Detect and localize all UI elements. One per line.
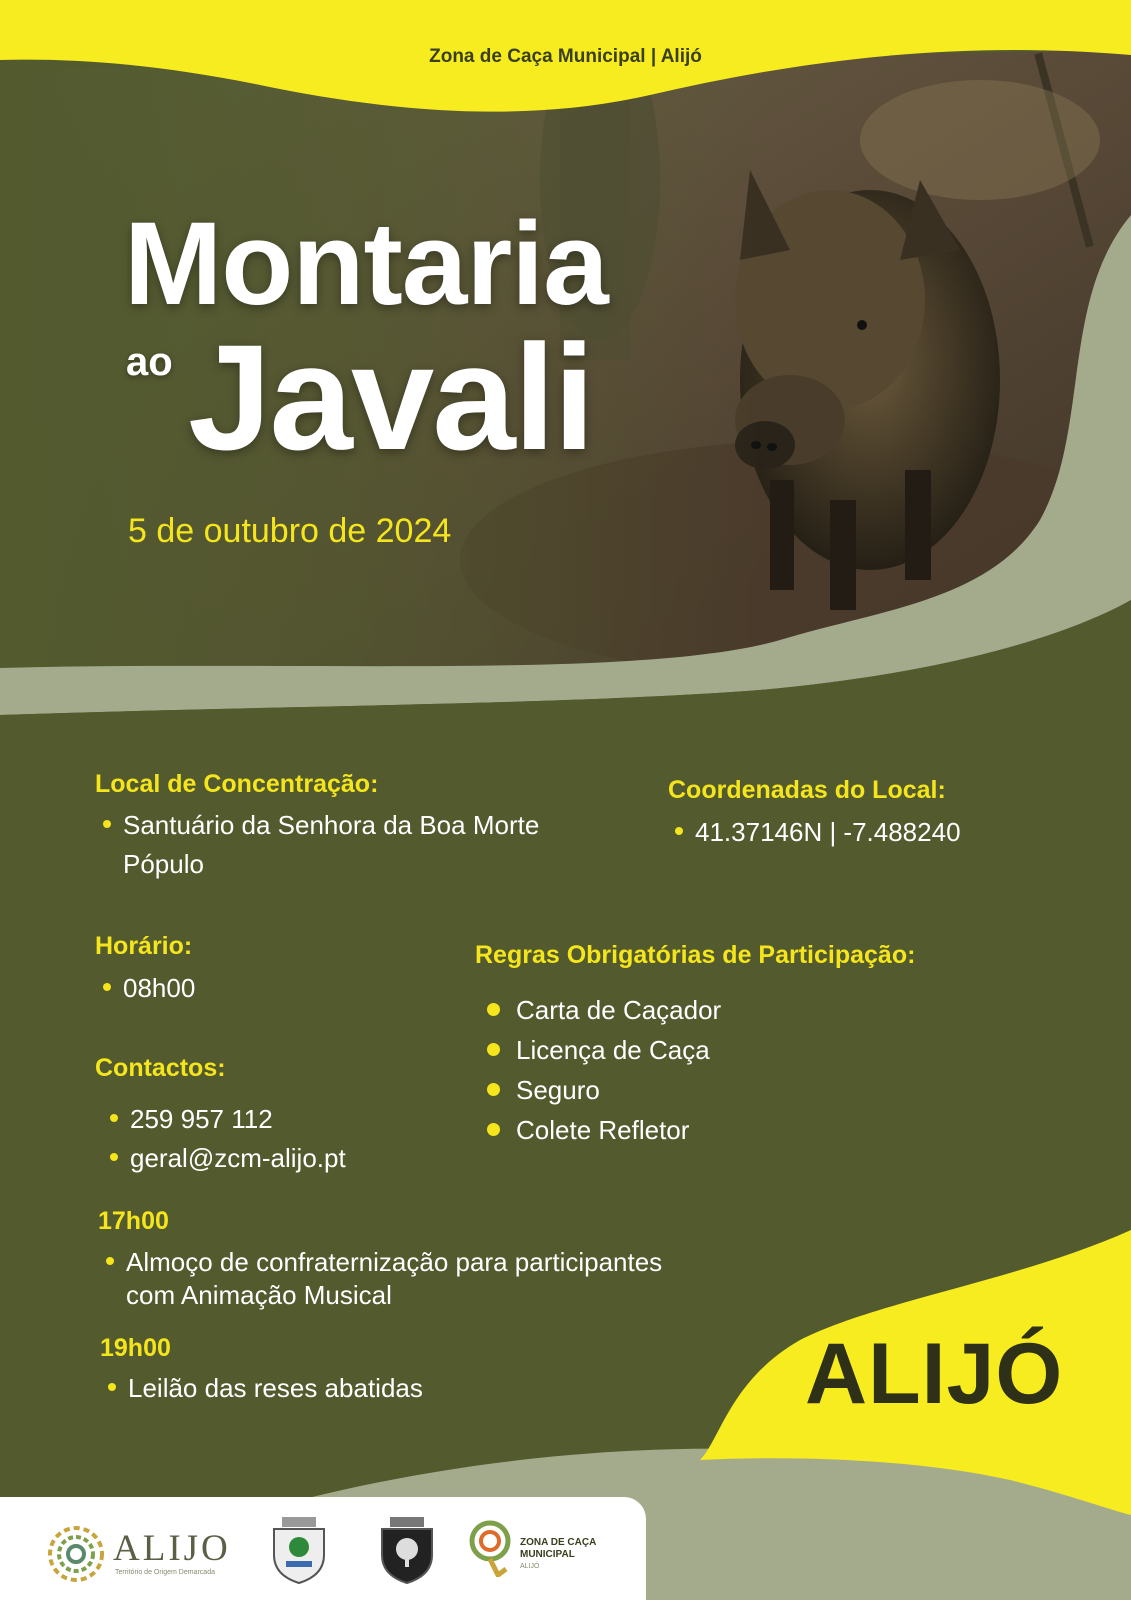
bullet-icon bbox=[108, 1383, 116, 1391]
regras-heading: Regras Obrigatórias de Participação: bbox=[475, 941, 916, 969]
schedule-item: Leilão das reses abatidas bbox=[108, 1372, 423, 1405]
title-line1: Montaria bbox=[124, 198, 608, 330]
title-small: ao bbox=[126, 340, 173, 384]
schedule-time: 19h00 bbox=[100, 1334, 171, 1362]
horario-item: 08h00 bbox=[103, 969, 195, 1007]
contact-phone: 259 957 112 bbox=[110, 1100, 273, 1138]
horario-heading: Horário: bbox=[95, 932, 193, 960]
bullet-icon bbox=[103, 820, 111, 828]
regras-list bbox=[487, 990, 721, 1150]
regras-item: Colete Refletor bbox=[487, 1110, 721, 1150]
contact-email[interactable]: geral@zcm-alijo.pt bbox=[110, 1139, 346, 1177]
bullet-icon bbox=[487, 1043, 500, 1056]
alijo-logo-subtitle: Território de Origem Demarcada bbox=[115, 1569, 215, 1576]
bullet-icon bbox=[110, 1153, 118, 1161]
alijo-logo-text: ALIJO bbox=[113, 1528, 231, 1569]
title-line2: Javali bbox=[188, 313, 594, 481]
parish-crest-icon bbox=[266, 1515, 332, 1585]
coords-heading: Coordenadas do Local: bbox=[668, 776, 946, 804]
schedule-item-cont: com Animação Musical bbox=[126, 1280, 392, 1310]
bullet-icon bbox=[487, 1003, 500, 1016]
contactos-heading: Contactos: bbox=[95, 1054, 226, 1082]
footer-logos bbox=[0, 1497, 646, 1600]
regras-item: Seguro bbox=[487, 1070, 721, 1110]
local-heading: Local de Concentração: bbox=[95, 770, 379, 798]
bullet-icon bbox=[106, 1257, 114, 1265]
bullet-icon bbox=[487, 1083, 500, 1096]
event-date: 5 de outubro de 2024 bbox=[128, 512, 452, 550]
zcm-logo-text: ZONA DE CAÇA MUNICIPAL ALIJÓ bbox=[520, 1537, 597, 1570]
schedule-item: Almoço de confraternização para participantes bbox=[106, 1246, 662, 1279]
bullet-icon bbox=[103, 983, 111, 991]
coords-item: 41.37146N | -7.488240 bbox=[675, 813, 961, 851]
town-brand: ALIJÓ bbox=[805, 1326, 1064, 1422]
alijo-logo-icon bbox=[46, 1525, 106, 1583]
local-item-cont: Pópulo bbox=[123, 849, 204, 879]
bullet-icon bbox=[487, 1123, 500, 1136]
zcm-logo-icon bbox=[468, 1519, 512, 1577]
regras-item: Carta de Caçador bbox=[487, 990, 721, 1030]
parish-crest-dark-icon bbox=[374, 1515, 440, 1585]
local-item: Santuário da Senhora da Boa Morte bbox=[103, 806, 539, 844]
bullet-icon bbox=[110, 1114, 118, 1122]
header-org-line: Zona de Caça Municipal | Alijó bbox=[429, 46, 702, 67]
bullet-icon bbox=[675, 827, 683, 835]
schedule-time: 17h00 bbox=[98, 1207, 169, 1235]
regras-item: Licença de Caça bbox=[487, 1030, 721, 1070]
